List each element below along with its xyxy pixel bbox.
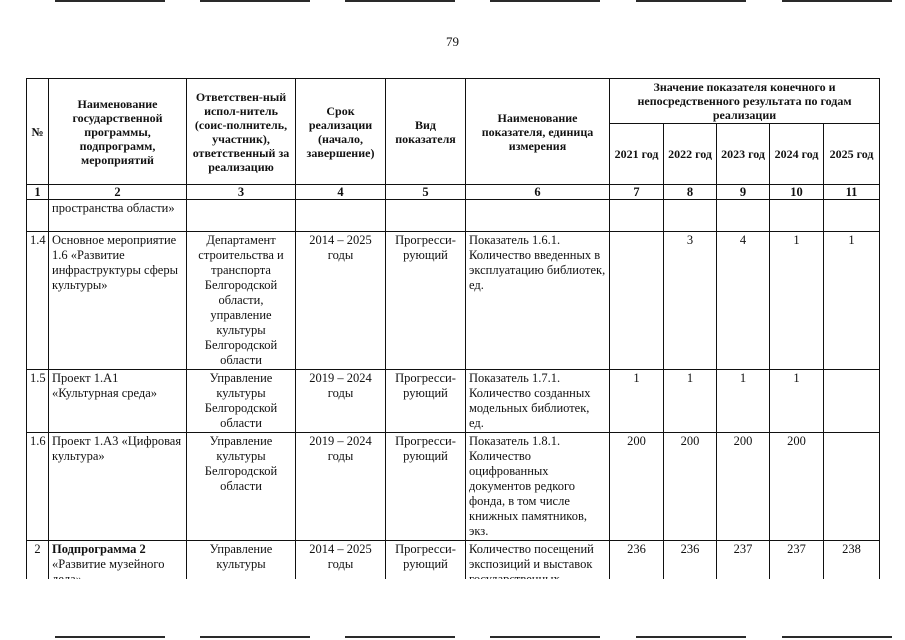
row-value bbox=[664, 200, 717, 232]
scan-mark bbox=[55, 0, 165, 2]
row-indicator: Показатель 1.7.1. Количество созданных модельных библиотек, ед. bbox=[466, 370, 610, 433]
row-indicator bbox=[466, 200, 610, 232]
row-value: 1 bbox=[770, 232, 824, 370]
row-value: 1 bbox=[770, 370, 824, 433]
column-number: 3 bbox=[187, 185, 296, 200]
row-type: Прогресси-рующий bbox=[386, 232, 466, 370]
row-term: 2019 – 2024 годы bbox=[296, 433, 386, 541]
row-value bbox=[824, 433, 880, 541]
row-indicator: Количество посещений экспозиций и выставок bbox=[466, 541, 610, 601]
header-year: 2022 год bbox=[664, 124, 717, 185]
table-row bbox=[27, 370, 880, 433]
page-number: 79 bbox=[446, 34, 459, 49]
row-value: 1 bbox=[610, 370, 664, 433]
row-value: 236 bbox=[610, 541, 664, 601]
row-value: 1 bbox=[824, 232, 880, 370]
row-name: Проект 1.А1 «Культурная среда» bbox=[49, 370, 187, 433]
column-number: 2 bbox=[49, 185, 187, 200]
header-year: 2025 год bbox=[824, 124, 880, 185]
row-value bbox=[610, 232, 664, 370]
column-number: 10 bbox=[770, 185, 824, 200]
row-name: Проект 1.А3 «Цифровая культура» bbox=[49, 433, 187, 541]
row-value: 200 bbox=[664, 433, 717, 541]
row-number: 2 bbox=[27, 541, 49, 601]
scan-mark bbox=[782, 636, 892, 638]
row-term: 2019 – 2024 годы bbox=[296, 370, 386, 433]
header-col-term: Срок реализации (начало, завершение) bbox=[296, 79, 386, 185]
row-value bbox=[770, 200, 824, 232]
header-col-values-group: Значение показателя конечного и непосредственного результата по годам реализации bbox=[610, 79, 880, 124]
row-value bbox=[824, 370, 880, 433]
table-row bbox=[27, 433, 880, 541]
row-value: 236 bbox=[664, 541, 717, 601]
row-term bbox=[296, 200, 386, 232]
column-number: 11 bbox=[824, 185, 880, 200]
row-term: 2014 – 2025 годы bbox=[296, 541, 386, 601]
header-col-executor: Ответствен-ный испол-нитель (соис-полнитель, участник), ответственный за реализацию bbox=[187, 79, 296, 185]
header-col-no: № bbox=[27, 79, 49, 185]
row-executor: Управление культуры Белгородской области bbox=[187, 433, 296, 541]
scan-mark bbox=[345, 636, 455, 638]
scan-mark bbox=[345, 0, 455, 2]
table-row bbox=[27, 232, 880, 370]
row-type: Прогресси-рующий bbox=[386, 370, 466, 433]
row-type: Прогресси-рующий bbox=[386, 541, 466, 601]
page-bottom-margin bbox=[0, 579, 905, 640]
program-table bbox=[26, 78, 880, 601]
row-value: 200 bbox=[770, 433, 824, 541]
scan-mark bbox=[490, 636, 600, 638]
scan-mark bbox=[200, 636, 310, 638]
scan-mark bbox=[200, 0, 310, 2]
table-row bbox=[27, 200, 880, 232]
column-number: 8 bbox=[664, 185, 717, 200]
column-number: 5 bbox=[386, 185, 466, 200]
row-value: 1 bbox=[717, 370, 770, 433]
row-value bbox=[824, 200, 880, 232]
scan-mark bbox=[636, 0, 746, 2]
header-year: 2024 год bbox=[770, 124, 824, 185]
row-value: 200 bbox=[717, 433, 770, 541]
row-value bbox=[610, 200, 664, 232]
row-term: 2014 – 2025 годы bbox=[296, 232, 386, 370]
row-value: 200 bbox=[610, 433, 664, 541]
row-number: 1.6 bbox=[27, 433, 49, 541]
header-year: 2023 год bbox=[717, 124, 770, 185]
column-number: 7 bbox=[610, 185, 664, 200]
scan-mark bbox=[490, 0, 600, 2]
row-value: 1 bbox=[664, 370, 717, 433]
column-number: 6 bbox=[466, 185, 610, 200]
column-number: 4 bbox=[296, 185, 386, 200]
row-value: 237 bbox=[717, 541, 770, 601]
row-value bbox=[717, 200, 770, 232]
column-number: 1 bbox=[27, 185, 49, 200]
row-value: 3 bbox=[664, 232, 717, 370]
row-executor: Управление культуры Белгородской области bbox=[187, 370, 296, 433]
subprogram-label: Подпрограмма 2 bbox=[52, 542, 146, 556]
row-indicator: Показатель 1.8.1. Количество оцифрованных документов редкого фонда, в том числе книжных памятников, экз. bbox=[466, 433, 610, 541]
row-executor: Управление культуры bbox=[187, 541, 296, 601]
column-number-row bbox=[27, 185, 880, 200]
row-indicator: Показатель 1.6.1. Количество введенных в эксплуатацию библиотек, ед. bbox=[466, 232, 610, 370]
row-number: 1.4 bbox=[27, 232, 49, 370]
row-value: 237 bbox=[770, 541, 824, 601]
row-name: пространства области» bbox=[49, 200, 187, 232]
row-name: Основное мероприятие 1.6 «Развитие инфраструктуры сферы культуры» bbox=[49, 232, 187, 370]
row-number: 1.5 bbox=[27, 370, 49, 433]
scan-mark bbox=[55, 636, 165, 638]
row-type: Прогресси-рующий bbox=[386, 433, 466, 541]
header-col-indicator: Наименование показателя, единица измерения bbox=[466, 79, 610, 185]
scan-mark bbox=[636, 636, 746, 638]
row-name: «Развитие музейного bbox=[52, 557, 165, 571]
row-value: 4 bbox=[717, 232, 770, 370]
header-col-name: Наименование государственной программы, подпрограмм, мероприятий bbox=[49, 79, 187, 185]
scan-mark bbox=[782, 0, 892, 2]
header-row bbox=[27, 79, 880, 124]
row-executor: Департамент строительства и транспорта Белгородской области, управление культуры Белгородской области bbox=[187, 232, 296, 370]
row-executor bbox=[187, 200, 296, 232]
header-year: 2021 год bbox=[610, 124, 664, 185]
column-number: 9 bbox=[717, 185, 770, 200]
row-value: 238 bbox=[824, 541, 880, 601]
header-col-type: Вид показателя bbox=[386, 79, 466, 185]
row-type bbox=[386, 200, 466, 232]
row-number bbox=[27, 200, 49, 232]
